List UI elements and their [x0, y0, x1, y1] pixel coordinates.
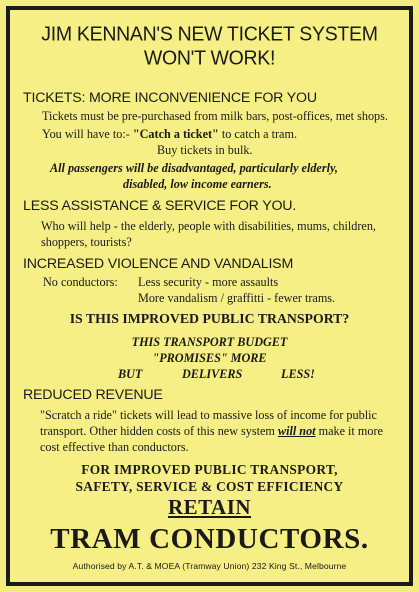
title-line-1: JIM KENNAN'S NEW TICKET SYSTEM: [41, 22, 378, 46]
violence-item-1: Less security - more assaults: [138, 275, 279, 289]
no-conductors-label: No conductors:: [43, 275, 118, 289]
section-assistance-line-1: Who will help - the elderly, people with disabilities, mums, children,: [41, 219, 376, 233]
catch-tram-suffix: to catch a tram.: [221, 127, 297, 141]
tram-conductors-heading: TRAM CONDUCTORS.: [50, 523, 369, 555]
section-tickets-line-2: [42, 127, 297, 142]
disadvantaged-line-2: disabled, low income earners.: [123, 177, 272, 191]
budget-word-delivers: DELIVERS: [182, 367, 243, 381]
title-line-2: WON'T WORK!: [143, 46, 276, 70]
authorised-by-line: Authorised by A.T. & MOEA (Tramway Union) 232 King St., Melbourne: [72, 561, 347, 571]
closing-line-1: FOR IMPROVED PUBLIC TRANSPORT,: [81, 462, 338, 477]
will-not-emphasis: will not: [277, 424, 316, 438]
section-violence-heading: INCREASED VIOLENCE AND VANDALISM: [23, 256, 294, 272]
retain-text: RETAIN: [167, 495, 252, 519]
section-revenue-heading: REDUCED REVENUE: [23, 387, 163, 403]
violence-item-2: More vandalism / graffitti - fewer trams.: [138, 291, 336, 305]
section-revenue-line-2: [40, 424, 383, 439]
budget-word-but: BUT: [118, 367, 143, 381]
budget-line-2: "PROMISES" MORE: [152, 351, 267, 365]
section-assistance-heading: LESS ASSISTANCE & SERVICE FOR YOU.: [23, 198, 297, 214]
section-assistance-line-2: shoppers, tourists?: [41, 235, 132, 249]
revenue-line-2-prefix: transport. Other hidden costs of this new system: [40, 424, 275, 438]
catch-a-ticket-quote: "Catch a ticket": [132, 127, 219, 141]
revenue-line-2-suffix: make it more: [318, 424, 383, 438]
budget-word-less: LESS!: [281, 367, 315, 381]
retain-heading: [6, 495, 413, 520]
closing-line-2: SAFETY, SERVICE & COST EFFICIENCY: [75, 479, 344, 494]
section-revenue-line-3: cost effective than conductors.: [40, 440, 189, 454]
poster-border-bottom: [6, 582, 413, 586]
section-revenue-line-1: "Scratch a ride" tickets will lead to massive loss of income for public: [40, 408, 377, 422]
poster-border-top: [6, 6, 413, 10]
have-to-prefix: You will have to:-: [42, 127, 130, 141]
budget-line-1: THIS TRANSPORT BUDGET: [131, 335, 288, 349]
section-tickets-heading: TICKETS: MORE INCONVENIENCE FOR YOU: [23, 90, 317, 106]
section-tickets-line-1: Tickets must be pre-purchased from milk bars, post-offices, met shops.: [42, 109, 388, 123]
section-tickets-line-3: Buy tickets in bulk.: [157, 143, 253, 157]
disadvantaged-line-1: All passengers will be disadvantaged, particularly elderly,: [50, 161, 338, 175]
improved-transport-question: IS THIS IMPROVED PUBLIC TRANSPORT?: [69, 311, 350, 326]
poster: [6, 6, 413, 586]
